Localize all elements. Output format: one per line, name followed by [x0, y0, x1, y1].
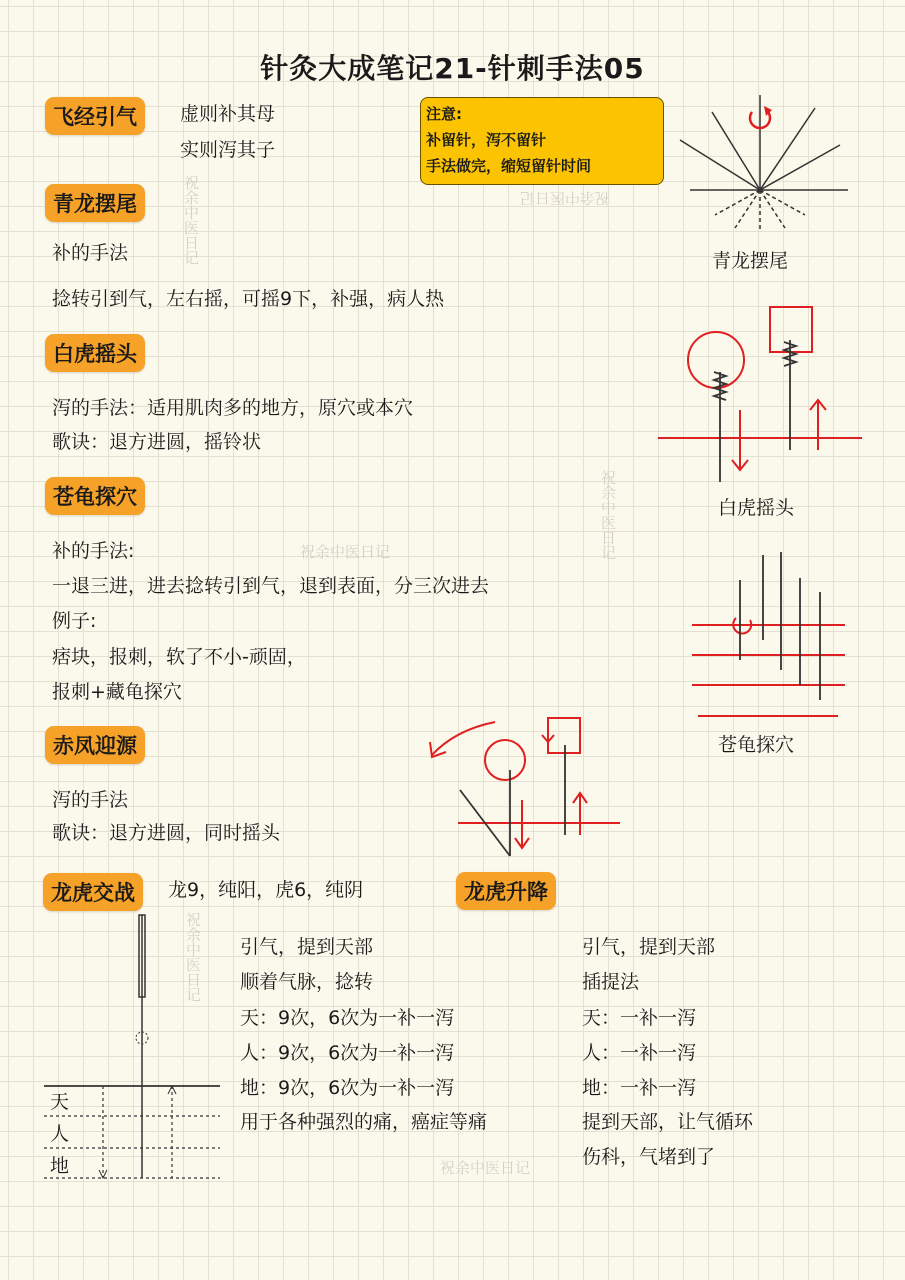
note-line: 手法做完，缩短留针时间: [426, 157, 592, 175]
text-line: 一退三进，进去捻转引到气，退到表面，分三次进去: [52, 575, 490, 597]
diagram-caption: 青龙摆尾: [712, 250, 789, 272]
page-title: 针灸大成笔记21-针刺手法05: [260, 52, 645, 85]
summary-text: 龙9，纯阳，虎6，纯阴: [168, 879, 364, 901]
watermark: 祝余中医日记: [300, 543, 391, 561]
text-line: 实则泻其子: [180, 139, 276, 161]
note-heading: 注意:: [426, 105, 462, 123]
level-label-ren: 人: [50, 1123, 70, 1145]
watermark: 祝余中医日记: [182, 175, 200, 265]
diagram-caption: 苍龟探穴: [718, 734, 795, 756]
text-line: 地：一补一泻: [582, 1077, 697, 1099]
text-line: 痞块，报刺，软了不小-顽固，: [52, 646, 306, 668]
text-line: 报刺+藏龟探穴: [52, 681, 182, 703]
text-line: 提到天部，让气循环: [582, 1111, 754, 1133]
watermark: 祝余中医日记: [520, 189, 611, 207]
section-label-canggui: 苍龟探穴: [45, 477, 145, 515]
watermark: 祝余中医日记: [599, 470, 617, 560]
text-line: 引气，提到天部: [582, 936, 716, 958]
section-label-chifeng: 赤凤迎源: [45, 726, 145, 764]
watermark: 祝余中医日记: [440, 1159, 531, 1177]
section-label-baihu: 白虎摇头: [45, 334, 145, 372]
text-line: 补的手法:: [52, 540, 135, 562]
text-line: 捻转引到气，左右摇，可摇9下，补强，病人热: [52, 288, 445, 310]
note-line: 补留针，泻不留针: [426, 131, 547, 149]
text-line: 插提法: [582, 971, 640, 993]
text-line: 伤科，气堵到了: [582, 1146, 716, 1168]
level-label-tian: 天: [50, 1091, 70, 1113]
text-line: 泻的手法: [52, 789, 129, 811]
text-line: 用于各种强烈的痛，癌症等痛: [240, 1111, 488, 1133]
text-line: 泻的手法：适用肌肉多的地方，原穴或本穴: [52, 397, 414, 419]
section-label-qinglong: 青龙摆尾: [45, 184, 145, 222]
text-line: 歌诀：退方进圆，同时摇头: [52, 822, 281, 844]
section-label-feijing: 飞经引气: [45, 97, 145, 135]
text-line: 例子:: [52, 610, 97, 632]
text-line: 顺着气脉，捻转: [240, 971, 374, 993]
text-line: 人：一补一泻: [582, 1042, 697, 1064]
section-label-longhu-jiaozhan: 龙虎交战: [43, 873, 143, 911]
text-line: 天：9次，6次为一补一泻: [240, 1007, 455, 1029]
text-line: 歌诀：退方进圆，摇铃状: [52, 431, 262, 453]
text-line: 人：9次，6次为一补一泻: [240, 1042, 455, 1064]
text-line: 地：9次，6次为一补一泻: [240, 1077, 455, 1099]
section-label-longhu-shengjiang: 龙虎升降: [456, 872, 556, 910]
text-line: 虚则补其母: [180, 103, 276, 125]
text-line: 天：一补一泻: [582, 1007, 697, 1029]
diagram-caption: 白虎摇头: [718, 497, 795, 519]
text-line: 补的手法: [52, 242, 129, 264]
text-line: 引气，提到天部: [240, 936, 374, 958]
level-label-di: 地: [50, 1155, 70, 1177]
watermark: 祝余中医日记: [184, 912, 202, 1002]
